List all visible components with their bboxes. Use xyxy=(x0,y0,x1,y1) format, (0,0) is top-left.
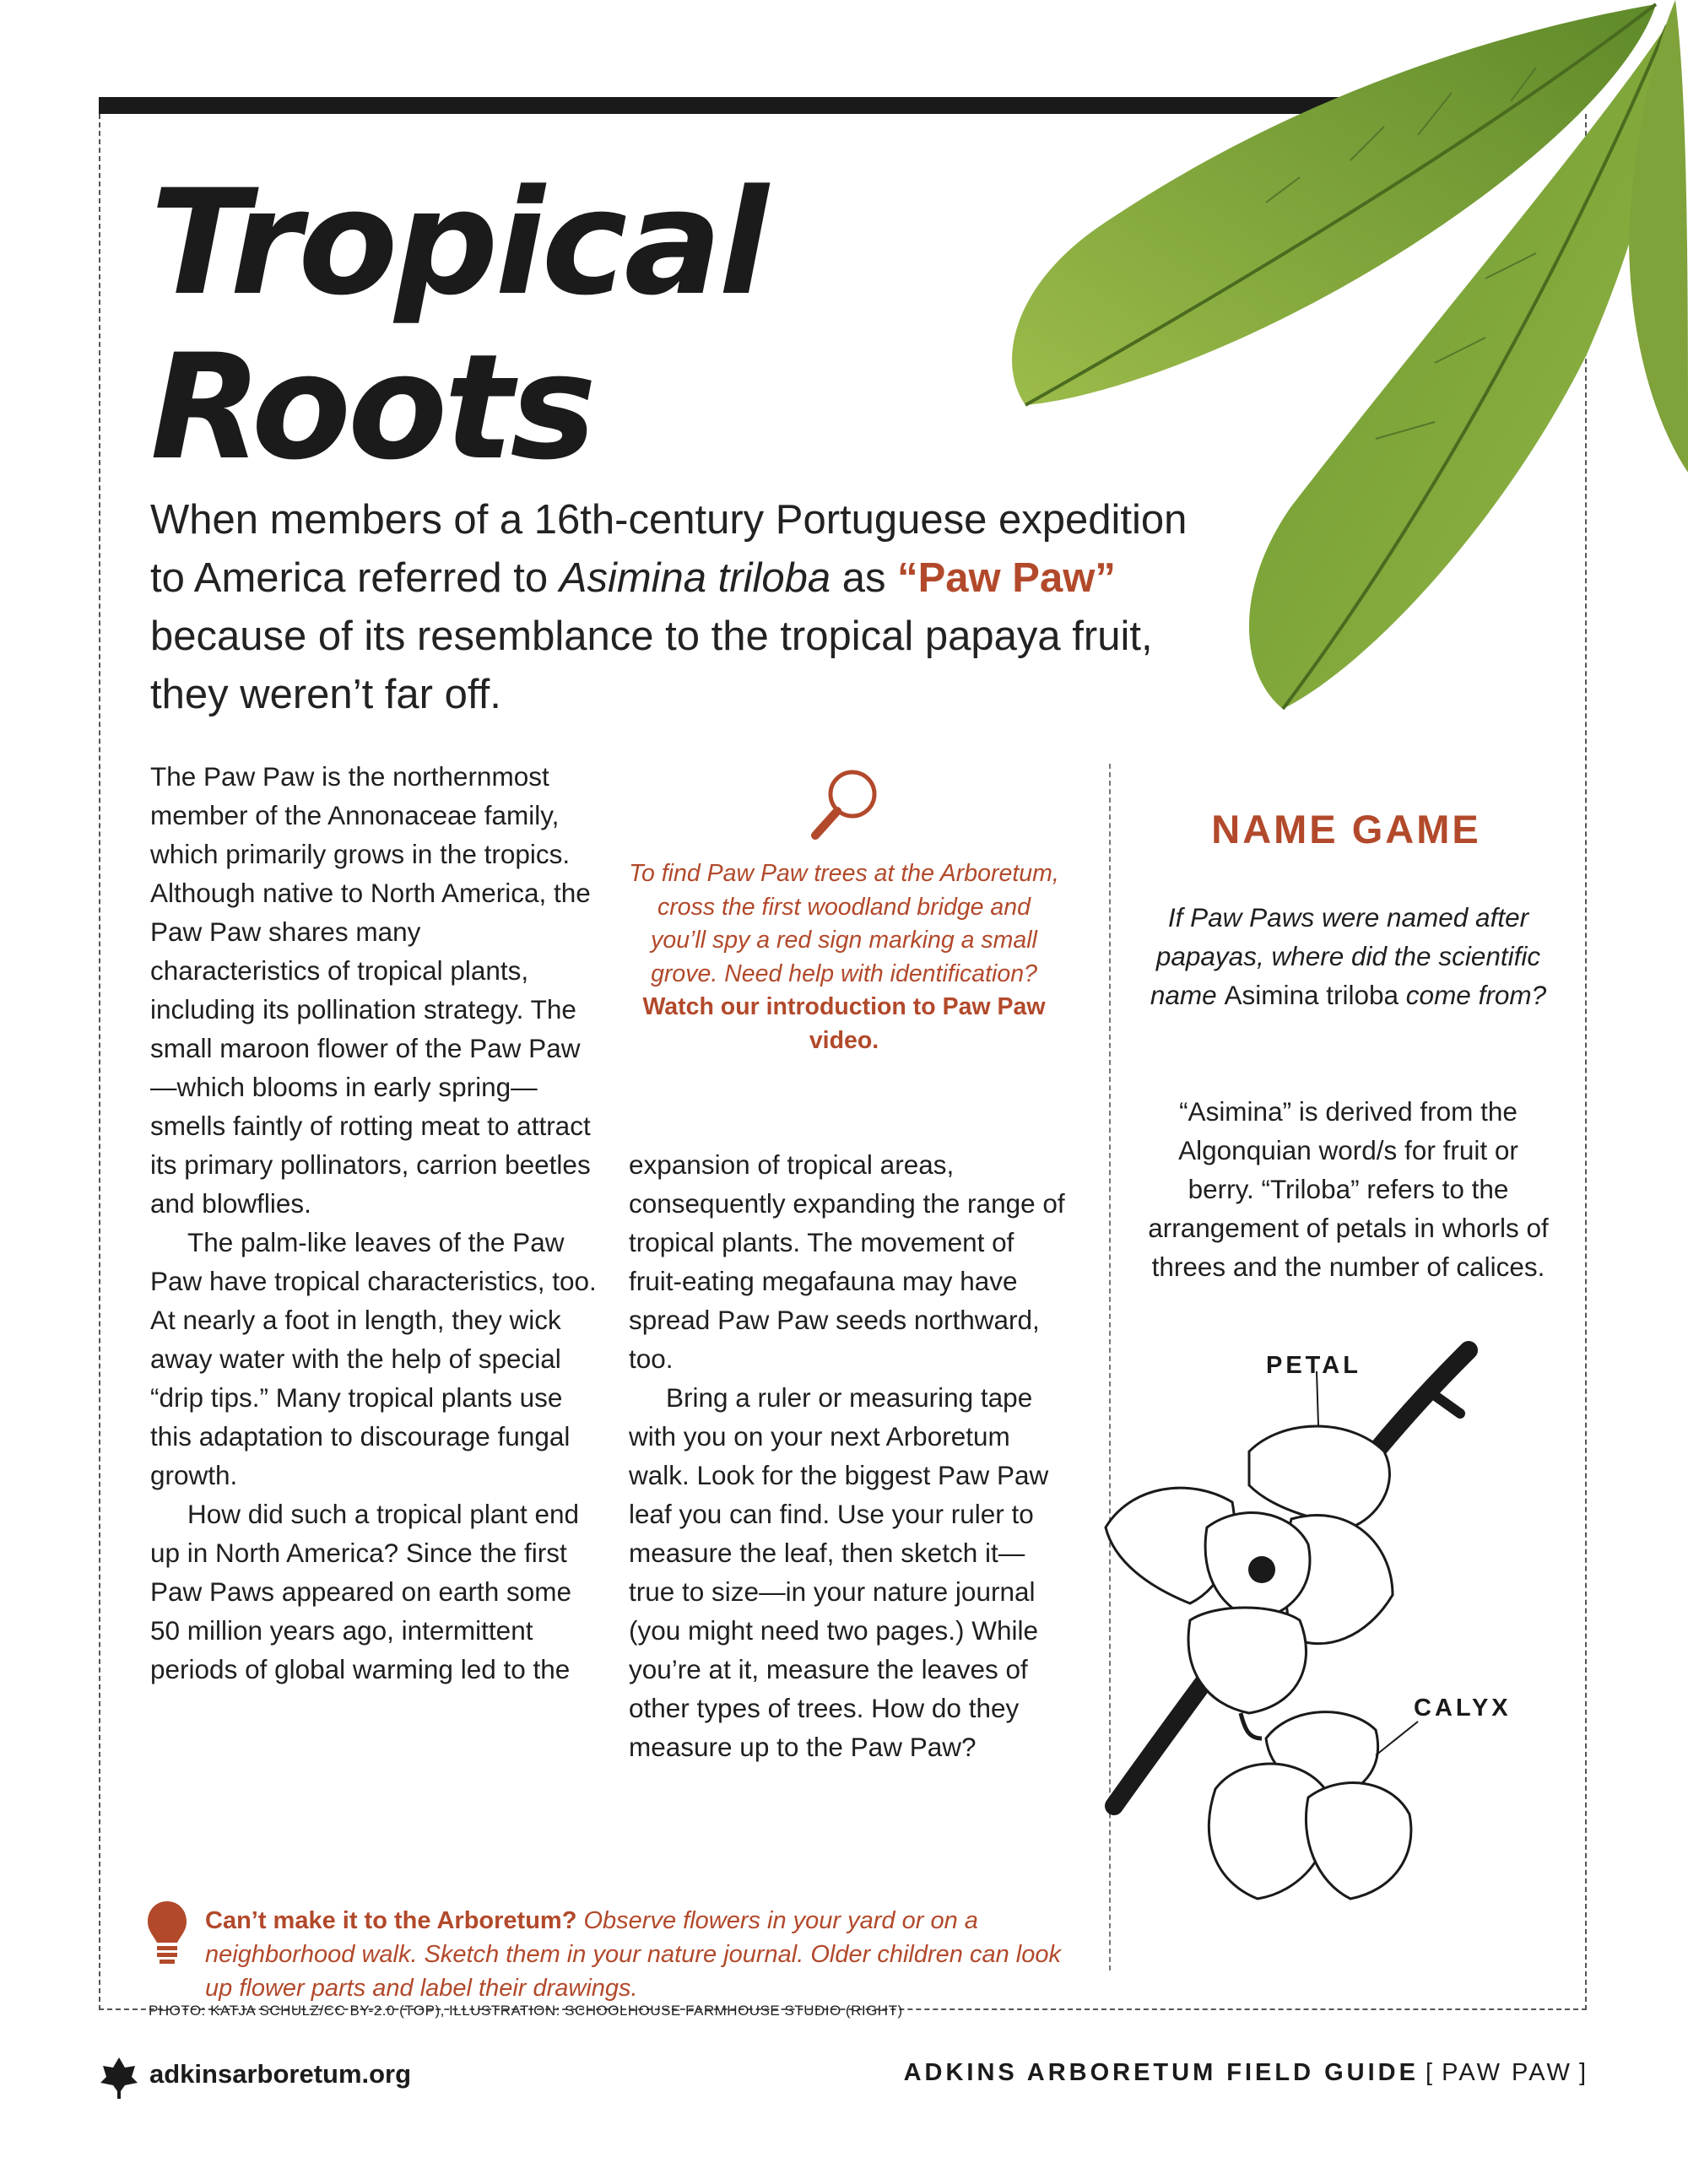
name-game-question xyxy=(1144,898,1553,1014)
magnifying-glass-icon xyxy=(803,764,884,844)
field-guide-title: ADKINS ARBORETUM FIELD GUIDE xyxy=(903,2059,1419,2086)
name-game-heading: NAME GAME xyxy=(1211,807,1481,851)
paw-paw-flower-illustration xyxy=(1097,1333,1570,1975)
lead-text-2: as xyxy=(830,555,898,601)
photo-credit: PHOTO: KATJA SCHULZ/CC BY-2.0 (TOP), ILLUSTRATION: SCHOOLHOUSE FARMHOUSE STUDIO (RIGHT) xyxy=(149,2003,903,2019)
bracket-open: [ xyxy=(1426,2059,1436,2086)
watch-video-link[interactable]: Watch our introduction to Paw Paw video. xyxy=(642,993,1046,1054)
question-text-1: If Paw Paws were named after papayas, where did the scientific name xyxy=(1150,901,1541,1010)
lead-text-3: because of its resemblance to the tropical papaya fruit, they weren’t far off. xyxy=(150,614,1153,717)
col2-paragraph-1: expansion of tropical areas, consequently expanding the range of tropical plants. The movement of fruit-eating megafauna may have spread Paw Paw seeds northward, too. xyxy=(629,1149,1065,1374)
name-game-answer: “Asimina” is derived from the Algonquian word/s for fruit or berry. “Triloba” refers to the arrangement of petals in whorls of threes and the number of calices. xyxy=(1148,1095,1549,1282)
col1-paragraph-2: The palm-like leaves of the Paw Paw have tropical characteristics, too. At nearly a foot in length, they wick away water with the help of special “drip tips.” Many tropical plants use this adaptation to discourage fungal growth. xyxy=(150,1227,597,1490)
leaf-logo-icon xyxy=(100,2056,138,2100)
tip-lead: Can’t make it to the Arboretum? xyxy=(205,1907,577,1934)
body-column-1 xyxy=(150,757,598,1689)
question-text-2: come from? xyxy=(1399,979,1547,1010)
petal-label: PETAL xyxy=(1266,1352,1361,1379)
arboretum-tip xyxy=(205,1904,1091,2005)
col1-paragraph-1: The Paw Paw is the northernmost member of the Annonaceae family, which primarily grows in the tropics. Although native to North America, the Paw Paw shares many characteristics of tropical plants, including its pollination strategy. The small maroon flower of the Paw Paw—which blooms in early spring—smells faintly of rotting meat to attract its primary pollinators, carrion beetles and blowflies. xyxy=(150,761,591,1219)
page-title xyxy=(150,158,766,492)
section-name: PAW PAW xyxy=(1442,2059,1572,2086)
lead-species: Asimina triloba xyxy=(559,555,831,601)
title-line-1: Tropical xyxy=(150,158,766,327)
calyx-label: CALYX xyxy=(1414,1695,1512,1722)
question-species: Asimina triloba xyxy=(1224,979,1399,1010)
field-guide-label xyxy=(904,2059,1588,2087)
bracket-close: ] xyxy=(1578,2059,1588,2086)
lead-paragraph xyxy=(150,491,1222,724)
lead-text-1: When members of a 16th-century Portuguese expedition to America referred to xyxy=(150,497,1188,601)
col2-paragraph-2: Bring a ruler or measuring tape with you on your next Arboretum walk. Look for the biggest Paw Paw leaf you can find. Use your ruler to measure the leaf, then sketch it—true to size—in your nature journal (you might need two pages.) While you’re at it, measure the leaves of other types of trees. How do they measure up to the Paw Paw? xyxy=(629,1382,1049,1762)
lightbulb-icon xyxy=(145,1899,189,1970)
tip-body: Observe flowers in your yard or on a neighborhood walk. Sketch them in your nature journal. Older children can look up flower parts and label their drawings. xyxy=(205,1907,1061,2002)
website-link[interactable]: adkinsarboretum.org xyxy=(149,2059,412,2089)
body-column-2 xyxy=(629,1145,1068,1766)
title-line-2: Roots xyxy=(150,322,593,492)
col1-paragraph-3: How did such a tropical plant end up in North America? Since the first Paw Paws appeared on earth some 50 million years ago, intermittent periods of global warming led to the xyxy=(150,1499,580,1684)
tip-text: To find Paw Paw trees at the Arboretum, cross the first woodland bridge and you’ll spy a red sign marking a small grove. Need help with identification? xyxy=(629,860,1059,987)
find-tip xyxy=(629,857,1059,1057)
lead-pawpaw: “Paw Paw” xyxy=(897,555,1116,601)
